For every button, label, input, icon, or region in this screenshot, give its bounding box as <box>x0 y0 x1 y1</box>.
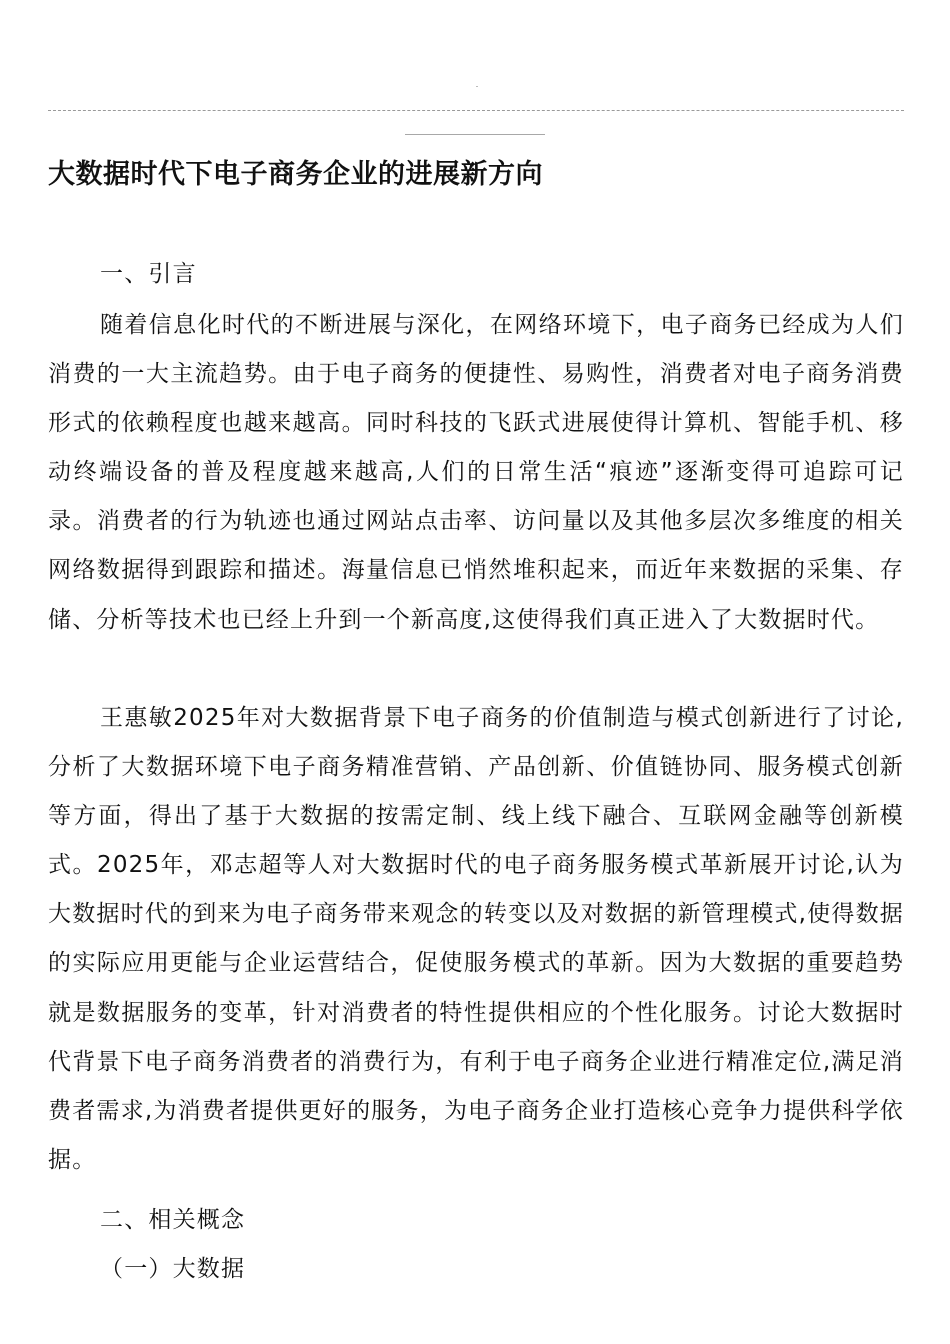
section-heading-concepts: 二、相关概念 <box>100 1207 246 1233</box>
header-divider <box>48 110 904 111</box>
paragraph-introduction-2: 王惠敏2025年对大数据背景下电子商务的价值制造与模式创新进行了讨论,分析了大数据环境下电子商务精准营销、产品创新、价值链协同、服务模式创新等方面，得出了基于大数据的按需定制、线上线下融合、互联网金融等创新模式。2025年，邓志超等人对大数据时代的电子商务服务模式革新展开讨论,认为大数据时代的到来为电子商务带来观念的转变以及对数据的新管理模式,使得数据的实际应用更能与企业运营结合，促使服务模式的革新。因为大数据的重要趋势就是数据服务的变革，针对消费者的特性提供相应的个性化服务。讨论大数据时代背景下电子商务消费者的消费行为，有利于电子商务企业进行精准定位,满足消费者需求,为消费者提供更好的服务，为电子商务企业打造核心竞争力提供科学依据。 <box>48 705 904 1173</box>
section-heading-introduction: 一、引言 <box>100 261 197 287</box>
document-title: 大数据时代下电子商务企业的进展新方向 <box>48 159 543 190</box>
header-short-divider <box>405 134 545 135</box>
header-mark <box>476 86 478 87</box>
subsection-heading-big-data: （一）大数据 <box>100 1256 246 1282</box>
paragraph-introduction-1: 随着信息化时代的不断进展与深化，在网络环境下，电子商务已经成为人们消费的一大主流趋势。由于电子商务的便捷性、易购性，消费者对电子商务消费形式的依赖程度也越来越高。同时科技的飞跃式进展使得计算机、智能手机、移动终端设备的普及程度越来越高,人们的日常生活“痕迹”逐渐变得可追踪可记录。消费者的行为轨迹也通过网站点击率、访问量以及其他多层次多维度的相关网络数据得到跟踪和描述。海量信息已悄然堆积起来，而近年来数据的采集、存储、分析等技术也已经上升到一个新高度,这使得我们真正进入了大数据时代。 <box>48 312 904 633</box>
